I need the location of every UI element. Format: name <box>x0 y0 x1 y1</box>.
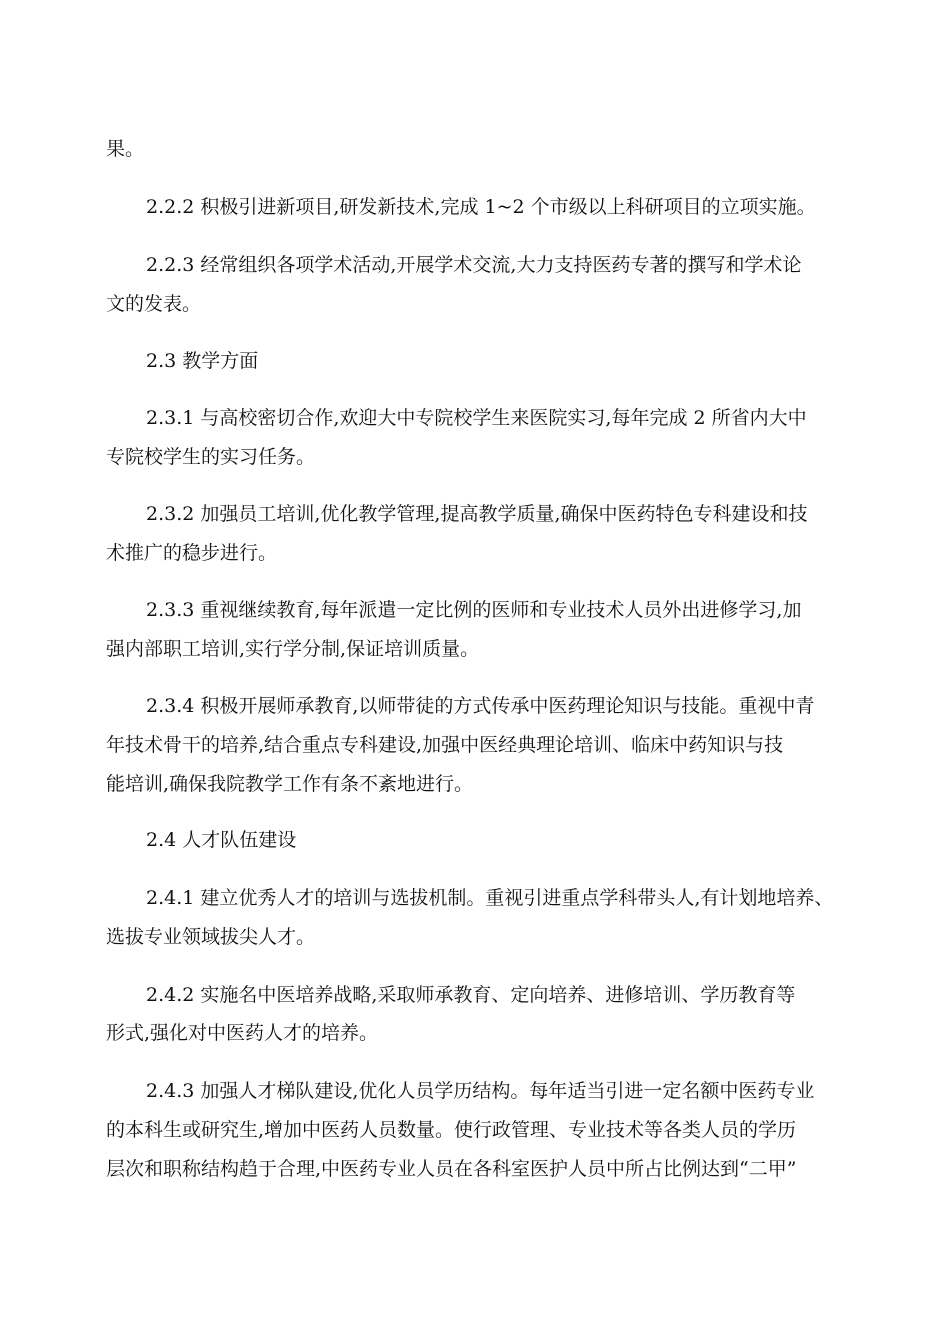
text-line: 专院校学生的实习任务。 <box>106 446 316 468</box>
section-heading-2-4: 2.4 人才队伍建设 <box>146 829 297 851</box>
text-line: 年技术骨干的培养,结合重点专科建设,加强中医经典理论培训、临床中药知识与技 <box>106 734 784 756</box>
paragraph-2-3-4: 2.3.4 积极开展师承教育,以师带徒的方式传承中医药理论知识与技能。重视中青 <box>146 695 815 717</box>
paragraph-2-2-3: 2.2.3 经常组织各项学术活动,开展学术交流,大力支持医药专著的撰写和学术论 <box>146 254 802 276</box>
text-line: 层次和职称结构趋于合理,中医药专业人员在各科室医护人员中所占比例达到“二甲” <box>106 1158 797 1180</box>
text-line: 选拔专业领域拔尖人才。 <box>106 926 316 948</box>
text-line: 形式,强化对中医药人才的培养。 <box>106 1022 379 1044</box>
section-heading-2-3: 2.3 教学方面 <box>146 350 259 372</box>
paragraph-2-4-1: 2.4.1 建立优秀人才的培训与选拔机制。重视引进重点学科带头人,有计划地培养、 <box>146 887 834 909</box>
paragraph-2-2-2: 2.2.2 积极引进新项目,研发新技术,完成 1~2 个市级以上科研项目的立项实施。 <box>146 196 816 218</box>
text-line: 的本科生或研究生,增加中医药人员数量。使行政管理、专业技术等各类人员的学历 <box>106 1119 797 1141</box>
text-line: 果。 <box>106 138 145 160</box>
text-line: 术推广的稳步进行。 <box>106 542 278 564</box>
paragraph-2-3-1: 2.3.1 与高校密切合作,欢迎大中专院校学生来医院实习,每年完成 2 所省内大中 <box>146 407 807 429</box>
text-line: 能培训,确保我院教学工作有条不紊地进行。 <box>106 773 474 795</box>
paragraph-2-3-3: 2.3.3 重视继续教育,每年派遣一定比例的医师和专业技术人员外出进修学习,加 <box>146 599 802 621</box>
text-line: 文的发表。 <box>106 293 202 315</box>
paragraph-2-4-3: 2.4.3 加强人才梯队建设,优化人员学历结构。每年适当引进一定名额中医药专业 <box>146 1080 815 1102</box>
text-line: 强内部职工培训,实行学分制,保证培训质量。 <box>106 638 480 660</box>
paragraph-2-3-2: 2.3.2 加强员工培训,优化教学管理,提高教学质量,确保中医药特色专科建设和技 <box>146 503 808 525</box>
paragraph-2-4-2: 2.4.2 实施名中医培养战略,采取师承教育、定向培养、进修培训、学历教育等 <box>146 984 796 1006</box>
